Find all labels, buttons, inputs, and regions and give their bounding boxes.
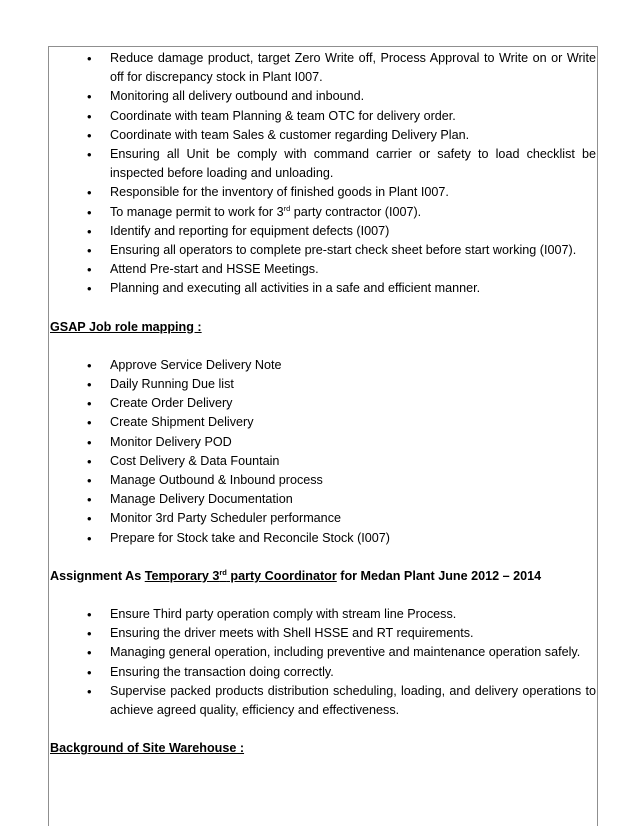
list-item: • Attend Pre-start and HSSE Meetings.: [50, 260, 596, 279]
list-item: • Approve Service Delivery Note: [50, 356, 596, 375]
list-item: • Ensuring all Unit be comply with command carrier or safety to load checklist be inspected before loading and unloading.: [50, 145, 596, 183]
gsap-list: [50, 356, 596, 548]
background-heading: Background of Site Warehouse :: [50, 741, 245, 756]
list-item: • Reduce damage product, target Zero Write off, Process Approval to Write on or Write off for discrepancy stock in Plant I007.: [50, 49, 596, 87]
list-item: • Responsible for the inventory of finished goods in Plant I007.: [50, 183, 596, 202]
list-item: • Ensuring the transaction doing correctly.: [50, 663, 596, 682]
list-item: • Coordinate with team Planning & team OTC for delivery order.: [50, 107, 596, 126]
responsibilities-list: [50, 49, 596, 299]
list-item: • Ensuring the driver meets with Shell HSSE and RT requirements.: [50, 624, 596, 643]
gsap-heading: GSAP Job role mapping :: [50, 319, 202, 334]
assignment-list: [50, 605, 596, 720]
list-item: • Manage Outbound & Inbound process: [50, 471, 596, 490]
list-item: • Planning and executing all activities in a safe and efficient manner.: [50, 279, 596, 298]
list-item: • Identify and reporting for equipment defects (I007): [50, 222, 596, 241]
list-item: • Prepare for Stock take and Reconcile Stock (I007): [50, 529, 596, 548]
list-item: • Monitoring all delivery outbound and inbound.: [50, 87, 596, 106]
list-item: • Create Shipment Delivery: [50, 413, 596, 432]
list-item: • Create Order Delivery: [50, 394, 596, 413]
list-item: • Monitor Delivery POD: [50, 433, 596, 452]
list-item: • Manage Delivery Documentation: [50, 490, 596, 509]
list-item: • Daily Running Due list: [50, 375, 596, 394]
list-item: • To manage permit to work for 3rd party contractor (I007).: [50, 203, 596, 222]
document-body: [50, 49, 596, 759]
list-item: • Supervise packed products distribution scheduling, loading, and delivery operations to achieve agreed quality, efficiency and effectiveness.: [50, 682, 596, 720]
list-item: • Monitor 3rd Party Scheduler performance: [50, 509, 596, 528]
assignment-heading: Assignment As Temporary 3rd party Coordinator for Medan Plant June 2012 – 2014: [50, 567, 542, 583]
list-item: • Cost Delivery & Data Fountain: [50, 452, 596, 471]
list-item: • Ensuring all operators to complete pre-start check sheet before start working (I007).: [50, 241, 596, 260]
list-item: • Managing general operation, including preventive and maintenance operation safely.: [50, 643, 596, 662]
list-item: • Ensure Third party operation comply with stream line Process.: [50, 605, 596, 624]
list-item: • Coordinate with team Sales & customer regarding Delivery Plan.: [50, 126, 596, 145]
